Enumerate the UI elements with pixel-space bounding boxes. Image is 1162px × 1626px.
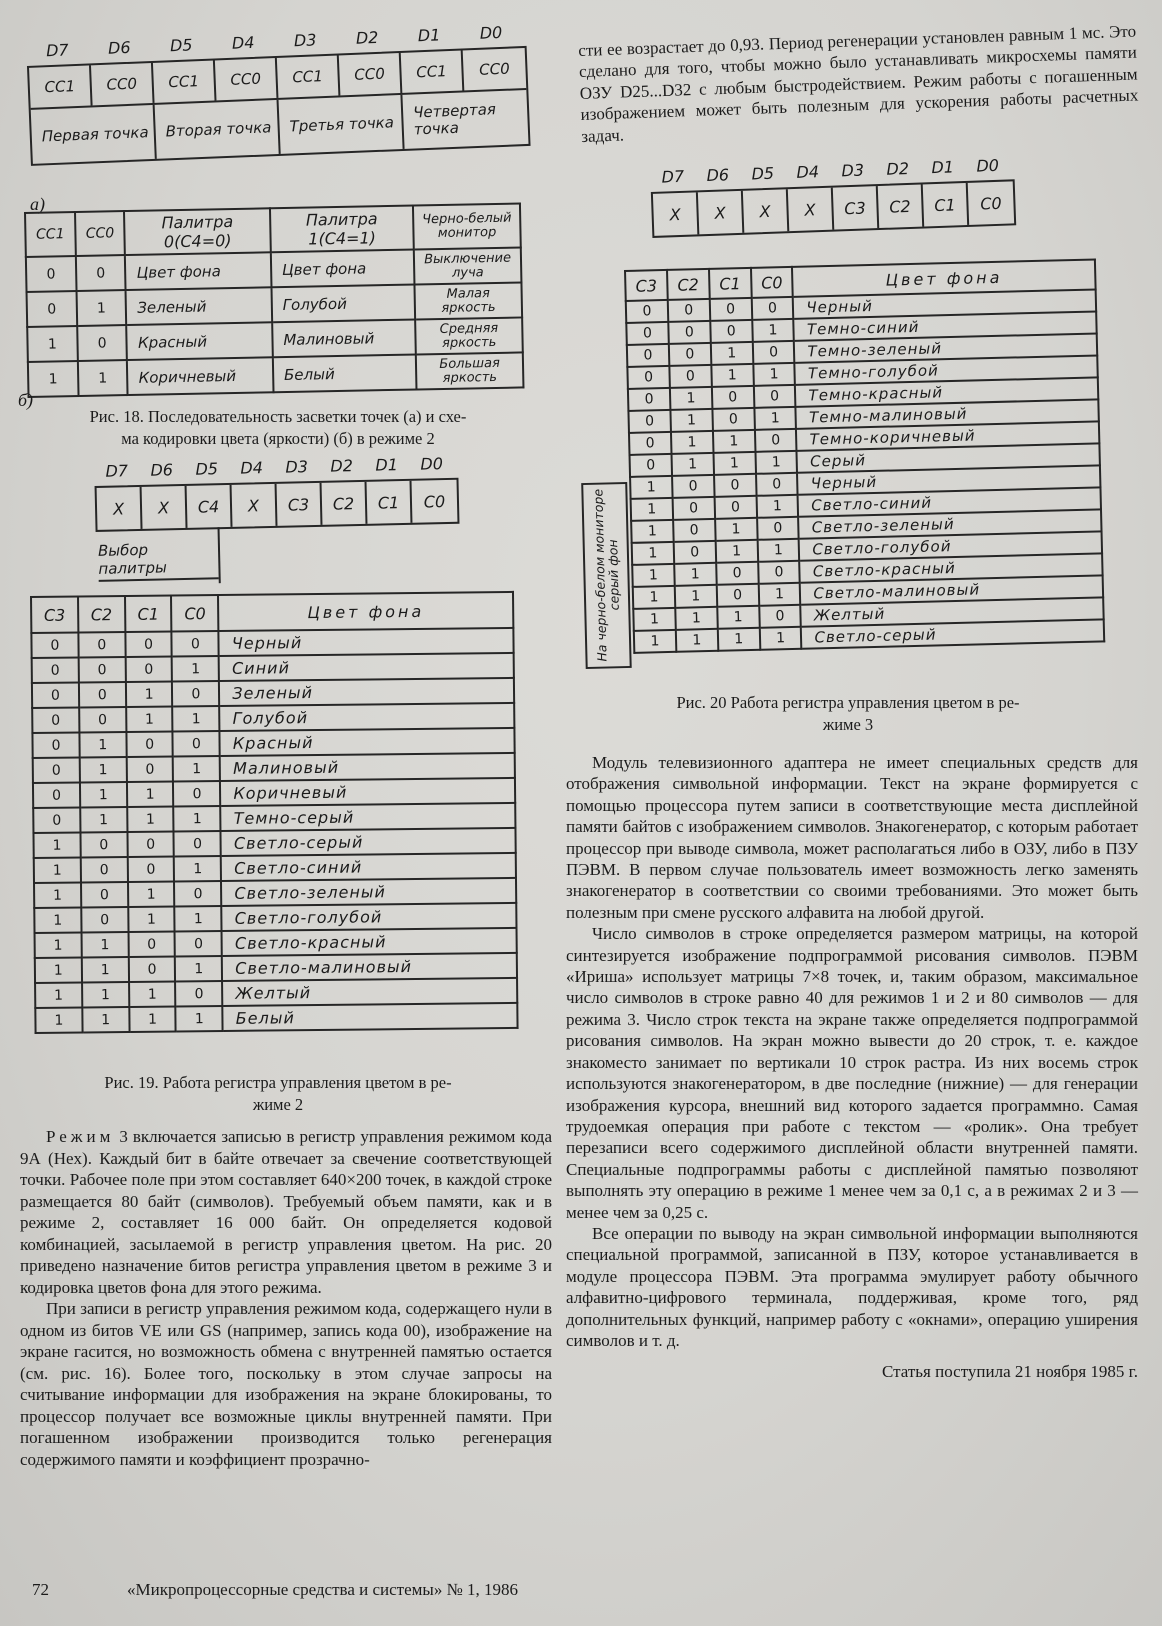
- table-cell: 0: [716, 584, 758, 607]
- table-cell: 1: [82, 957, 129, 982]
- table-cell: 1: [28, 361, 78, 397]
- table-cell: 1: [631, 498, 673, 521]
- table-cell: 1: [80, 807, 127, 832]
- table-cell: 0: [126, 757, 173, 782]
- bit-label: D2: [886, 158, 910, 179]
- cc-bit-cell: CC1: [277, 55, 341, 97]
- article-receipt-note: Статья поступила 21 ноября 1985 г.: [882, 1362, 1138, 1382]
- table-cell: 1: [754, 407, 796, 430]
- table-cell: 0: [172, 681, 219, 706]
- table-cell: 1: [674, 563, 716, 586]
- table-cell: 1: [713, 452, 755, 475]
- monochrome-side-label: На черно-белом мониторе серый фон: [589, 489, 622, 663]
- body-paragraph: [20, 1126, 552, 1298]
- paragraph-text: 3 включается записью в регистр управления режимом кода 9А (Hex). Каждый бит в байте отвечает за свечение соответствующей точки. Рабочее поле при этом составляет 640×200 точек, в каждой строке размещается 80 байт (символов). Требуемый объем памяти, как и в режиме 2, составляет 16 000 байт. Он определяется кодовой комбинацией, засылаемой в регистр управления цветом. На рис. 20 приведено назначение битов регистра управления цветом в режиме 3 и кодировка цветов фона для этого режима.: [20, 1127, 552, 1297]
- caption-line: Рис. 19. Работа регистра управления цветом в ре-: [104, 1073, 452, 1092]
- column-header: Цвет фона: [792, 259, 1095, 296]
- palette-select-note: Выбор палитры: [98, 539, 219, 582]
- table-cell: Светло-синий: [798, 487, 1101, 516]
- monochrome-side-box: [581, 482, 632, 669]
- column-header: CC0: [75, 211, 126, 256]
- table-cell: 1: [35, 1007, 82, 1032]
- table-cell: Голубой: [271, 285, 415, 323]
- table-cell: 1: [126, 682, 173, 707]
- table-cell: 1: [80, 782, 127, 807]
- table-cell: Темно-зеленый: [794, 333, 1097, 362]
- bit-label: D4: [796, 162, 820, 182]
- table-cell: 0: [758, 561, 800, 584]
- table-cell: 0: [81, 882, 128, 907]
- cc-bit-cell: CC0: [91, 63, 155, 105]
- fig18b-table-wrap: [24, 202, 524, 398]
- table-cell: 1: [718, 628, 760, 651]
- table-cell: Темно-малиновый: [796, 399, 1099, 428]
- register-bit-cell: X: [142, 486, 188, 529]
- table-cell: 0: [126, 732, 173, 757]
- fig18a-diagram: [26, 22, 531, 166]
- table-cell: 0: [629, 432, 671, 455]
- table-cell: Желтый: [801, 597, 1104, 626]
- table-cell: 1: [671, 453, 713, 476]
- table-cell: Светло-малиновый: [222, 953, 517, 981]
- caption-line: Рис. 18. Последовательность засветки точек (а) и схе-: [89, 407, 467, 426]
- fig19-table: [30, 591, 519, 1034]
- bit-label: D1: [375, 455, 399, 475]
- table-cell: 1: [173, 756, 220, 781]
- register-bit-cell: X: [97, 487, 143, 530]
- bit-label: D3: [285, 457, 309, 477]
- table-cell: 0: [79, 682, 126, 707]
- table-cell: 0: [709, 298, 751, 321]
- column-header: C3: [625, 270, 668, 301]
- table-cell: Большая яркость: [416, 352, 523, 389]
- table-cell: 0: [753, 385, 795, 408]
- right-top-text: [578, 21, 1139, 147]
- column-header: C1: [709, 268, 752, 299]
- caption-line: Рис. 20 Работа регистра управления цветом в ре-: [676, 693, 1020, 712]
- table-cell: 1: [670, 387, 712, 410]
- table-cell: Зеленый: [126, 287, 272, 325]
- bit-label: D0: [479, 22, 503, 43]
- table-cell: Светло-красный: [800, 553, 1103, 582]
- table-cell: 1: [78, 360, 128, 396]
- table-cell: Синий: [219, 653, 514, 681]
- fig19-caption: [24, 1072, 532, 1116]
- table-cell: Малиновый: [220, 753, 515, 781]
- bit-label: D1: [931, 157, 955, 178]
- table-cell: Светло-серый: [801, 619, 1104, 648]
- bit-label: D5: [751, 163, 775, 184]
- table-cell: 1: [27, 326, 77, 362]
- table-cell: Темно-красный: [795, 377, 1098, 406]
- table-cell: 0: [627, 344, 669, 367]
- point-cell: Третья точка: [279, 95, 405, 154]
- table-cell: 0: [627, 366, 669, 389]
- register-bit-cell: C3: [833, 186, 879, 230]
- table-cell: 1: [79, 732, 126, 757]
- table-cell: 1: [758, 583, 800, 606]
- register-bit-cell: C4: [187, 485, 233, 528]
- table-cell: 1: [670, 409, 712, 432]
- table-cell: Коричневый: [220, 778, 515, 806]
- cc-bit-cell: CC1: [401, 50, 465, 92]
- table-cell: 0: [78, 657, 125, 682]
- table-cell: 1: [35, 932, 82, 957]
- table-cell: Темно-серый: [221, 803, 516, 831]
- table-cell: 0: [628, 410, 670, 433]
- bit-label: D2: [330, 456, 354, 476]
- table-cell: 0: [712, 408, 754, 431]
- table-cell: 0: [716, 562, 758, 585]
- table-cell: 0: [174, 881, 221, 906]
- fig18b-letter: б): [18, 390, 34, 410]
- fig18b-table: [24, 202, 524, 398]
- bit-label: D4: [231, 32, 255, 53]
- table-cell: 1: [630, 476, 672, 499]
- table-cell: 0: [669, 365, 711, 388]
- table-cell: Светло-голубой: [222, 903, 517, 931]
- table-cell: Красный: [220, 728, 515, 756]
- bit-label: D5: [195, 459, 219, 479]
- table-cell: Малая яркость: [415, 282, 522, 319]
- register-bit-cell: X: [653, 192, 699, 236]
- table-cell: Светло-зеленый: [221, 878, 516, 906]
- table-cell: 0: [81, 907, 128, 932]
- table-cell: 1: [711, 342, 753, 365]
- table-cell: 0: [32, 657, 79, 682]
- table-cell: Красный: [127, 322, 273, 360]
- table-cell: 1: [81, 932, 128, 957]
- register-bit-cell: X: [788, 188, 834, 232]
- table-cell: 1: [752, 319, 794, 342]
- column-header: C2: [667, 269, 710, 300]
- table-cell: 1: [174, 856, 221, 881]
- table-cell: 0: [759, 605, 801, 628]
- register-bit-cell: C2: [322, 482, 368, 525]
- table-cell: 0: [33, 782, 80, 807]
- table-cell: 0: [26, 256, 76, 292]
- column-header: Палитра 1(С4=1): [270, 206, 414, 253]
- table-cell: 0: [81, 857, 128, 882]
- table-cell: 0: [125, 657, 172, 682]
- table-cell: 1: [34, 882, 81, 907]
- table-cell: 1: [634, 630, 676, 653]
- fig19-table-wrap: [30, 591, 519, 1034]
- table-cell: 0: [78, 632, 125, 657]
- table-cell: 0: [674, 541, 716, 564]
- table-cell: 1: [759, 627, 801, 650]
- table-cell: Черный: [797, 465, 1100, 494]
- table-cell: 1: [631, 520, 673, 543]
- page-footer: [32, 1580, 592, 1600]
- table-cell: 0: [33, 807, 80, 832]
- right-column-text: [566, 752, 1138, 1383]
- fig20-table-wrap: [589, 258, 1105, 663]
- table-cell: 0: [127, 857, 174, 882]
- table-cell: Голубой: [219, 703, 514, 731]
- fig18-caption: [24, 406, 532, 450]
- bit-label: D7: [45, 40, 69, 61]
- table-cell: 0: [176, 981, 223, 1006]
- table-cell: Темно-коричневый: [796, 421, 1099, 450]
- table-cell: Выключение луча: [414, 247, 521, 284]
- table-cell: 1: [711, 364, 753, 387]
- table-cell: 0: [626, 322, 668, 345]
- register-bit-cell: C0: [979, 193, 1002, 213]
- table-cell: Цвет фона: [271, 250, 415, 288]
- cc-bit-cell: CC1: [153, 60, 217, 102]
- table-cell: 0: [756, 473, 798, 496]
- table-cell: Малиновый: [272, 320, 416, 358]
- table-cell: 1: [671, 431, 713, 454]
- point-cell: Вторая точка: [155, 100, 281, 159]
- column-header: CC1: [25, 212, 76, 257]
- table-cell: 1: [717, 606, 759, 629]
- table-cell: 1: [715, 540, 757, 563]
- table-cell: 1: [127, 807, 174, 832]
- table-row: [35, 1003, 517, 1033]
- column-header: C0: [171, 595, 218, 631]
- table-cell: 1: [172, 656, 219, 681]
- body-paragraph: При записи в регистр управления режимом кода, содержащего нули в одном из битов VE или GS (например, запись кода 00), изображение на экране гасится, но возможность обмена с внутренней памятью остается (см. рис. 16). Более того, поскольку в этом случае запросы на считывание информации для изображения на экране блокированы, то процессор получает все возможные циклы внутренней памяти. При погашенном изображении производится только регенерация содержимого памяти и коэффициент прозрачно-: [20, 1299, 552, 1469]
- column-header: Черно-белый монитор: [413, 203, 521, 249]
- table-cell: 1: [757, 539, 799, 562]
- table-cell: Средняя яркость: [415, 317, 522, 354]
- table-cell: 1: [755, 451, 797, 474]
- table-cell: 1: [35, 982, 82, 1007]
- column-header: Палитра 0(С4=0): [124, 208, 270, 255]
- table-cell: 1: [713, 430, 755, 453]
- left-column-text: [20, 1126, 552, 1470]
- table-cell: Цвет фона: [125, 252, 271, 290]
- table-cell: Черный: [219, 628, 514, 656]
- table-cell: 0: [630, 454, 672, 477]
- table-cell: 0: [128, 956, 175, 981]
- column-header: C3: [31, 596, 78, 632]
- table-cell: 0: [752, 341, 794, 364]
- table-cell: 1: [80, 757, 127, 782]
- bit-label: D6: [150, 460, 174, 480]
- body-paragraph: Модуль телевизионного адаптера не имеет специальных средств для отображения символьной информации. Текст на экране формируется с помощью процессора путем записи в соответствующие места дисплейной памяти байтов с изображением символов. Знакогенератор, с которым работает процессор при выводе символа, может располагаться либо в ОЗУ, либо в ПЗУ ПЭВМ. В первом случае пользователь имеет возможность легко заменять знакогенератор в соответствии со своими требованиями. Это может быть полезным при смене русского алфавита на любой другой.: [566, 753, 1138, 922]
- cc-bit-cell: CC0: [478, 59, 511, 79]
- register-bit-cell: C3: [277, 483, 323, 526]
- fig20-caption: [578, 692, 1118, 736]
- footer-journal-title: «Микропроцессорные средства и системы» № 1, 1986: [127, 1580, 519, 1599]
- caption-line: ма кодировки цвета (яркости) (б) в режиме 2: [121, 429, 435, 448]
- bit-label: D6: [706, 165, 730, 186]
- table-cell: 0: [128, 931, 175, 956]
- table-cell: 1: [633, 608, 675, 631]
- table-cell: 0: [173, 781, 220, 806]
- caption-line: жиме 2: [252, 1095, 304, 1114]
- table-cell: 0: [628, 388, 670, 411]
- register-bit-cell: X: [232, 484, 278, 527]
- table-cell: 0: [77, 325, 127, 361]
- column-header: C1: [125, 596, 172, 632]
- table-cell: 0: [668, 299, 710, 322]
- table-cell: Темно-синий: [794, 311, 1097, 340]
- table-cell: 0: [714, 474, 756, 497]
- cc-bit-cell: CC0: [339, 53, 403, 95]
- table-cell: 0: [751, 297, 793, 320]
- table-cell: 0: [672, 475, 714, 498]
- table-cell: 0: [172, 631, 219, 656]
- cc-bit-cell: CC0: [215, 58, 279, 100]
- table-cell: 1: [676, 629, 718, 652]
- table-cell: 1: [126, 707, 173, 732]
- table-cell: 1: [675, 585, 717, 608]
- table-cell: 0: [672, 497, 714, 520]
- bit-label: D5: [169, 35, 193, 56]
- fig20-table: [624, 258, 1105, 653]
- table-cell: 1: [34, 907, 81, 932]
- paragraph-lead: Режим: [46, 1127, 115, 1146]
- table-cell: 0: [127, 832, 174, 857]
- register-bit-cell: C1: [367, 481, 413, 524]
- table-cell: 0: [80, 832, 127, 857]
- table-cell: 1: [34, 857, 81, 882]
- table-cell: 0: [125, 632, 172, 657]
- table-cell: 1: [632, 564, 674, 587]
- bit-label: D7: [105, 461, 129, 481]
- table-cell: 0: [79, 707, 126, 732]
- table-cell: 1: [128, 882, 175, 907]
- table-cell: 0: [174, 831, 221, 856]
- register-bit-cell: X: [698, 191, 744, 235]
- bit-label: D4: [240, 458, 264, 478]
- register-bit-cell: C2: [878, 184, 924, 228]
- point-cell: Первая точка: [31, 105, 157, 164]
- table-cell: 1: [129, 1006, 176, 1031]
- mode3-register: [650, 155, 1016, 238]
- column-header: C0: [751, 267, 794, 298]
- table-cell: Коричневый: [127, 357, 273, 395]
- table-cell: 0: [626, 300, 668, 323]
- caption-line: жиме 3: [822, 715, 874, 734]
- bit-label: D1: [417, 25, 441, 46]
- table-cell: 1: [173, 706, 220, 731]
- table-cell: 1: [176, 1006, 223, 1031]
- column-header: C2: [78, 596, 125, 632]
- table-cell: 0: [33, 757, 80, 782]
- table-cell: 1: [129, 981, 176, 1006]
- bit-label: D0: [976, 155, 1000, 176]
- table-cell: 0: [755, 429, 797, 452]
- table-cell: Белый: [273, 355, 417, 393]
- table-cell: Зеленый: [219, 678, 514, 706]
- body-paragraph: сти ее возрастает до 0,93. Период регенерации установлен равным 1 мс. Это сделано для того, чтобы можно было устанавливать микросхемы памяти ОЗУ D25...D32 с любым быстродействием. Режим работы с погашенным изображением может быть полезным для ускорения работы расчетных задач.: [578, 21, 1139, 146]
- table-cell: Желтый: [222, 978, 517, 1006]
- register-bit-cell: X: [743, 189, 789, 233]
- table-cell: 1: [174, 806, 221, 831]
- table-cell: 1: [632, 542, 674, 565]
- bit-label: D7: [661, 166, 685, 187]
- table-cell: 1: [175, 906, 222, 931]
- table-cell: 0: [710, 320, 752, 343]
- table-cell: 0: [714, 496, 756, 519]
- table-cell: Светло-серый: [221, 828, 516, 856]
- table-cell: Светло-синий: [221, 853, 516, 881]
- table-cell: 0: [32, 707, 79, 732]
- body-paragraph: Все операции по выводу на экран символьной информации выполняются специальной программой, записанной в ПЗУ, которое устанавливается в модуле процессора ПЭВМ. Эта программа эмулирует работу обычного алфавитно-цифрового терминала, поддерживая, кроме того, ряд дополнительных функций, например работу с «окнами», операцию уширения символов и т. д.: [566, 1223, 1138, 1350]
- table-cell: 0: [175, 931, 222, 956]
- table-cell: 0: [757, 517, 799, 540]
- point-cell: Четвертая точка: [412, 100, 497, 139]
- bit-label: D2: [355, 27, 379, 48]
- bit-label: D3: [841, 160, 865, 181]
- table-cell: 1: [76, 290, 126, 326]
- table-cell: 1: [715, 518, 757, 541]
- table-cell: 0: [32, 732, 79, 757]
- table-cell: 0: [76, 255, 126, 291]
- table-cell: 1: [753, 363, 795, 386]
- table-cell: Светло-зеленый: [799, 509, 1102, 538]
- bit-label: D3: [293, 30, 317, 51]
- table-cell: Светло-красный: [222, 928, 517, 956]
- table-cell: 0: [27, 291, 77, 327]
- table-cell: 1: [128, 907, 175, 932]
- table-cell: 0: [31, 632, 78, 657]
- table-cell: Светло-малиновый: [800, 575, 1103, 604]
- table-cell: 1: [756, 495, 798, 518]
- table-cell: 1: [35, 957, 82, 982]
- table-cell: 0: [673, 519, 715, 542]
- column-header: Цвет фона: [218, 592, 513, 631]
- table-cell: Белый: [223, 1003, 518, 1031]
- table-cell: Серый: [797, 443, 1100, 472]
- table-cell: 0: [173, 731, 220, 756]
- bit-label: D0: [420, 454, 444, 474]
- table-cell: 1: [633, 586, 675, 609]
- footer-page-number: 72: [32, 1580, 49, 1599]
- table-cell: Темно-голубой: [795, 355, 1098, 384]
- body-paragraph: Число символов в строке определяется размером матрицы, на которой синтезируется изображение подпрограммой рисования символов. ПЭВМ «Ириша» использует матрицы 7×8 точек, и, таким образом, максимальное число символов в строке равно 40 для режимов 1 и 2 и 80 символов — для режима 3. Число строк текста на экране также определяется подпрограммой рисования символов. На экран можно вывести до 20 строк, т. е. каждое знакоместо занимает по вертикали 10 строк растра. Из них восемь строк используются знакогенератором, в две последние (нижние) — для генерации изображения курсора, внешний вид которого задается программно. Самая трудоемкая операция при работе с текстом — «ролик». Она требует перезаписи всего содержимого дисплейной области внутренней памяти. Специальные подпрограммы работы с дисплейной памятью позволяют выполнять эту операцию в режиме 1 менее чем за 0,1 с, а в режимах 2 и 3 — менее чем за 0,25 с.: [566, 924, 1138, 1222]
- table-cell: 1: [127, 782, 174, 807]
- table-cell: 1: [82, 982, 129, 1007]
- table-cell: Светло-голубой: [799, 531, 1102, 560]
- table-cell: 0: [668, 321, 710, 344]
- table-cell: 1: [33, 832, 80, 857]
- table-cell: 1: [82, 1007, 129, 1032]
- bit-label: D6: [107, 37, 131, 58]
- table-cell: Черный: [793, 289, 1096, 318]
- table-cell: 0: [32, 682, 79, 707]
- fig18a-letter: а): [30, 194, 45, 214]
- cc-bit-cell: CC1: [29, 65, 93, 107]
- table-cell: 0: [669, 343, 711, 366]
- table-cell: 1: [175, 956, 222, 981]
- register-bit-cell: C1: [923, 183, 969, 227]
- table-cell: 0: [712, 386, 754, 409]
- table-cell: 1: [675, 607, 717, 630]
- register-bit-cell: C0: [423, 491, 446, 512]
